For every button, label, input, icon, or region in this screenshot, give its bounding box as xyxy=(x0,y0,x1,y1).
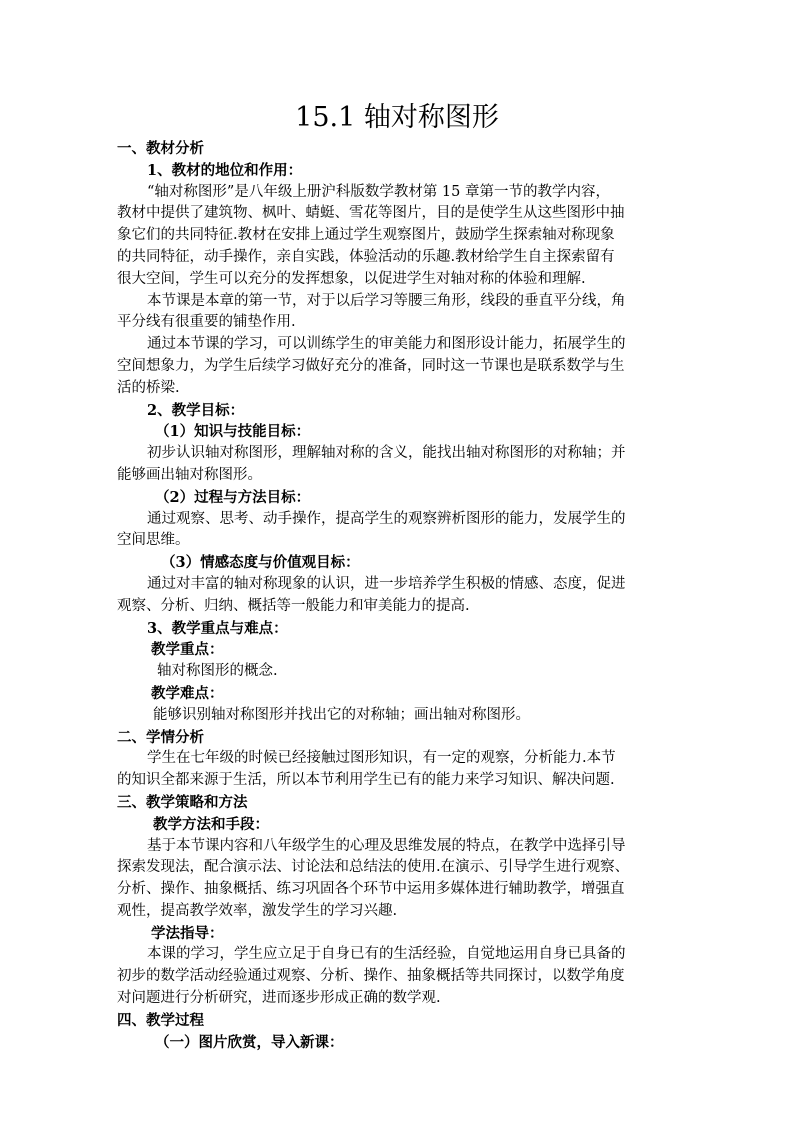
text-line: 通过观察、思考、动手操作，提高学生的观察辨析图形的能力，发展学生的 xyxy=(147,510,626,527)
text-line: 对问题进行分析研究，进而逐步形成正确的数学观. xyxy=(117,990,441,1007)
text-line: 学法指导： xyxy=(151,924,224,942)
text-line: 3、教学重点与难点： xyxy=(147,619,288,637)
text-line: 能够识别轴对称图形并找出它的对称轴；画出轴对称图形。 xyxy=(153,706,530,723)
text-line: 学生在七年级的时候已经接触过图形知识，有一定的观察，分析能力.本节 xyxy=(147,750,616,767)
text-line: 1、教材的地位和作用： xyxy=(147,161,303,179)
text-line: 初步的数学活动经验通过观察、分析、操作、抽象概括等共同探讨，以数学角度 xyxy=(117,968,625,985)
text-line: 的知识全都来源于生活，所以本节利用学生已有的能力来学习知识、解决问题. xyxy=(117,772,615,789)
text-line: 初步认识轴对称图形，理解轴对称的含义，能找出轴对称图形的对称轴；并 xyxy=(147,445,626,462)
text-line: 能够画出轴对称图形。 xyxy=(117,466,262,483)
text-line: 的共同特征，动手操作，亲自实践，体验活动的乐趣.教材给学生自主探索留有 xyxy=(117,248,615,265)
text-line: 空间想象力，为学生后续学习做好充分的准备，同时这一节课也是联系数学与生 xyxy=(117,357,625,374)
text-line: 本课的学习，学生应立足于自身已有的生活经验，自觉地运用自身已具备的 xyxy=(147,946,626,963)
text-line: 四、教学过程 xyxy=(117,1011,204,1029)
text-line: 二、学情分析 xyxy=(117,728,204,746)
text-line: 通过本节课的学习，可以训练学生的审美能力和图形设计能力，拓展学生的 xyxy=(147,336,626,353)
text-line: 教学难点： xyxy=(151,684,224,702)
text-line: 三、教学策略和方法 xyxy=(117,793,248,811)
document-title: 15.1 轴对称图形 xyxy=(295,102,499,133)
text-line: 观性，提高教学效率，激发学生的学习兴趣. xyxy=(117,902,398,919)
text-line: 很大空间，学生可以充分的发挥想象，以促进学生对轴对称的体验和理解. xyxy=(117,270,586,287)
document-body xyxy=(117,138,677,1053)
text-line: 轴对称图形的概念. xyxy=(157,663,278,680)
text-line: （3）情感态度与价值观目标： xyxy=(161,554,360,572)
text-line: 分析、操作、抽象概括、练习巩固各个环节中运用多媒体进行辅助教学，增强直 xyxy=(117,881,625,898)
text-line: 基于本节课内容和八年级学生的心理及思维发展的特点，在教学中选择引导 xyxy=(147,837,626,854)
text-line: 本节课是本章的第一节，对于以后学习等腰三角形，线段的垂直平分线，角 xyxy=(147,292,626,309)
text-line: 通过对丰富的轴对称现象的认识，进一步培养学生积极的情感、态度，促进 xyxy=(147,575,626,592)
text-line: 2、教学目标： xyxy=(147,401,245,419)
text-line: （2）过程与方法目标： xyxy=(155,488,311,506)
text-line: 教学方法和手段： xyxy=(153,815,269,833)
text-line: 象它们的共同特征.教材在安排上通过学生观察图片，鼓励学生探索轴对称现象 xyxy=(117,227,615,244)
text-line: 一、教材分析 xyxy=(117,140,204,157)
text-line: 活的桥梁. xyxy=(117,379,180,396)
text-line: 平分线有很重要的铺垫作用. xyxy=(117,314,296,331)
text-line: （一）图片欣赏，导入新课： xyxy=(155,1033,344,1051)
text-line: 空间思维。 xyxy=(117,532,190,549)
text-line: （1）知识与技能目标： xyxy=(155,423,311,441)
text-line: 探索发现法，配合演示法、讨论法和总结法的使用.在演示、引导学生进行观察、 xyxy=(117,859,630,876)
text-line: “轴对称图形”是八年级上册沪科版数学教材第 15 章第一节的教学内容， xyxy=(147,183,610,200)
text-line: 教学重点： xyxy=(151,641,224,659)
text-line: 教材中提供了建筑物、枫叶、蜻蜓、雪花等图片，目的是使学生从这些图形中抽 xyxy=(117,205,625,222)
text-line: 观察、分析、归纳、概括等一般能力和审美能力的提高. xyxy=(117,597,470,614)
